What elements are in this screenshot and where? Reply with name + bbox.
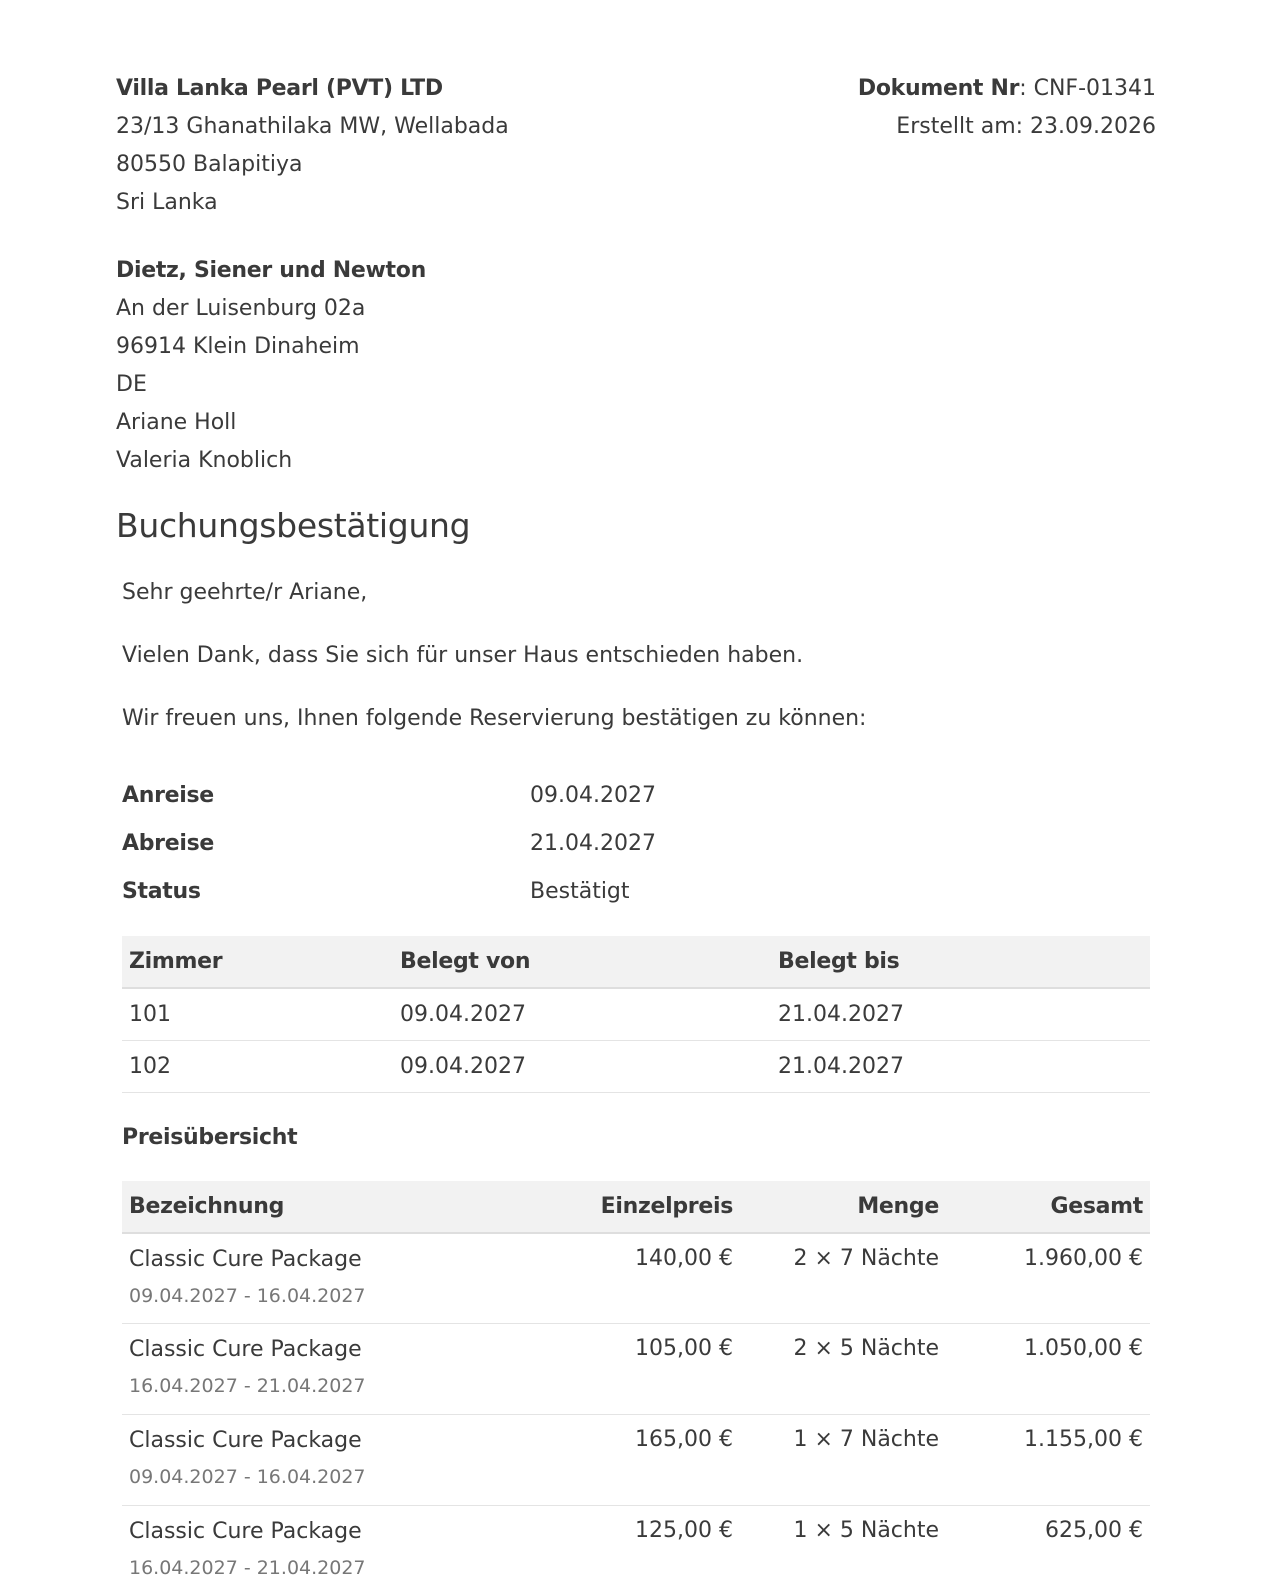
sender-street: 23/13 Ghanathilaka MW, Wellabada (116, 114, 509, 139)
column-header-from: Belegt von (393, 936, 771, 988)
table-row (122, 988, 1150, 1040)
column-header-unit-price: Einzelpreis (542, 1181, 740, 1233)
item-unit-price: 105,00 € (542, 1324, 740, 1415)
sender-name: Villa Lanka Pearl (PVT) LTD (116, 76, 443, 101)
price-table (122, 1181, 1150, 1578)
item-total: 1.960,00 € (946, 1233, 1150, 1324)
item-name: Classic Cure Package (129, 1519, 362, 1544)
room-from: 09.04.2027 (393, 1040, 771, 1092)
item-date-range: 09.04.2027 - 16.04.2027 (129, 1466, 366, 1488)
item-description (122, 1233, 542, 1324)
item-description (122, 1506, 542, 1578)
detail-value: 21.04.2027 (530, 830, 656, 856)
item-name: Classic Cure Package (129, 1428, 362, 1453)
recipient-company: Dietz, Siener und Newton (116, 258, 426, 283)
item-total: 1.155,00 € (946, 1415, 1150, 1506)
detail-value: Bestätigt (530, 878, 630, 904)
recipient-country: DE (116, 372, 147, 397)
sender-country: Sri Lanka (116, 190, 218, 215)
item-unit-price: 125,00 € (542, 1506, 740, 1578)
price-overview-title: Preisübersicht (122, 1124, 298, 1150)
table-row (122, 1415, 1150, 1506)
room-from: 09.04.2027 (393, 988, 771, 1040)
recipient-guest: Valeria Knoblich (116, 448, 293, 473)
table-header-row (122, 1181, 1150, 1233)
page-title: Buchungsbestätigung (116, 506, 471, 545)
greeting-text: Sehr geehrte/r Ariane, (122, 580, 368, 605)
item-date-range: 09.04.2027 - 16.04.2027 (129, 1284, 366, 1307)
table-row (122, 1040, 1150, 1092)
item-total: 625,00 € (946, 1506, 1150, 1578)
document-created-date: Erstellt am: 23.09.2026 (896, 114, 1156, 139)
room-to: 21.04.2027 (771, 988, 1150, 1040)
item-total: 1.050,00 € (946, 1324, 1150, 1415)
column-header-to: Belegt bis (771, 936, 1150, 988)
item-date-range: 16.04.2027 - 21.04.2027 (129, 1375, 366, 1397)
item-quantity: 1 × 7 Nächte (740, 1415, 946, 1506)
document-number (858, 70, 1156, 108)
item-unit-price: 165,00 € (542, 1415, 740, 1506)
detail-value: 09.04.2027 (530, 782, 656, 808)
detail-row-arrival (122, 771, 1150, 819)
document-number-value: CNF-01341 (1033, 76, 1156, 101)
detail-row-departure (122, 819, 1150, 867)
sender-city: 80550 Balapitiya (116, 152, 303, 177)
detail-label: Anreise (122, 782, 214, 808)
recipient-street: An der Luisenburg 02a (116, 296, 366, 321)
recipient-address (116, 252, 1156, 480)
item-quantity: 2 × 5 Nächte (740, 1324, 946, 1415)
table-row (122, 1324, 1150, 1415)
detail-label: Abreise (122, 830, 215, 856)
table-row (122, 1233, 1150, 1324)
intro-text: Wir freuen uns, Ihnen folgende Reservierung bestätigen zu können: (122, 706, 867, 731)
booking-details (122, 771, 1150, 915)
item-description (122, 1324, 542, 1415)
thanks-text: Vielen Dank, dass Sie sich für unser Haus entschieden haben. (122, 643, 804, 668)
document-number-label: Dokument Nr (857, 76, 1020, 101)
document-number-separator: : (1019, 76, 1034, 101)
document-meta (858, 70, 1156, 146)
rooms-table (122, 936, 1150, 1093)
column-header-description: Bezeichnung (122, 1181, 542, 1233)
room-to: 21.04.2027 (771, 1040, 1150, 1092)
document-header (116, 70, 1156, 222)
document-page (116, 70, 1156, 1578)
item-description (122, 1415, 542, 1506)
room-number: 101 (122, 988, 393, 1040)
room-number: 102 (122, 1040, 393, 1092)
item-unit-price: 140,00 € (542, 1233, 740, 1324)
column-header-total: Gesamt (946, 1181, 1150, 1233)
recipient-guest: Ariane Holl (116, 410, 237, 435)
column-header-room: Zimmer (122, 936, 393, 988)
detail-label: Status (122, 878, 201, 904)
sender-address (116, 70, 509, 222)
table-header-row (122, 936, 1150, 988)
detail-row-status (122, 867, 1150, 915)
item-name: Classic Cure Package (129, 1337, 362, 1362)
item-name: Classic Cure Package (129, 1246, 362, 1272)
recipient-city: 96914 Klein Dinaheim (116, 334, 360, 359)
item-quantity: 2 × 7 Nächte (740, 1233, 946, 1324)
document-body (116, 578, 1150, 1578)
table-row (122, 1506, 1150, 1578)
column-header-quantity: Menge (740, 1181, 946, 1233)
item-date-range: 16.04.2027 - 21.04.2027 (129, 1557, 366, 1578)
item-quantity: 1 × 5 Nächte (740, 1506, 946, 1578)
